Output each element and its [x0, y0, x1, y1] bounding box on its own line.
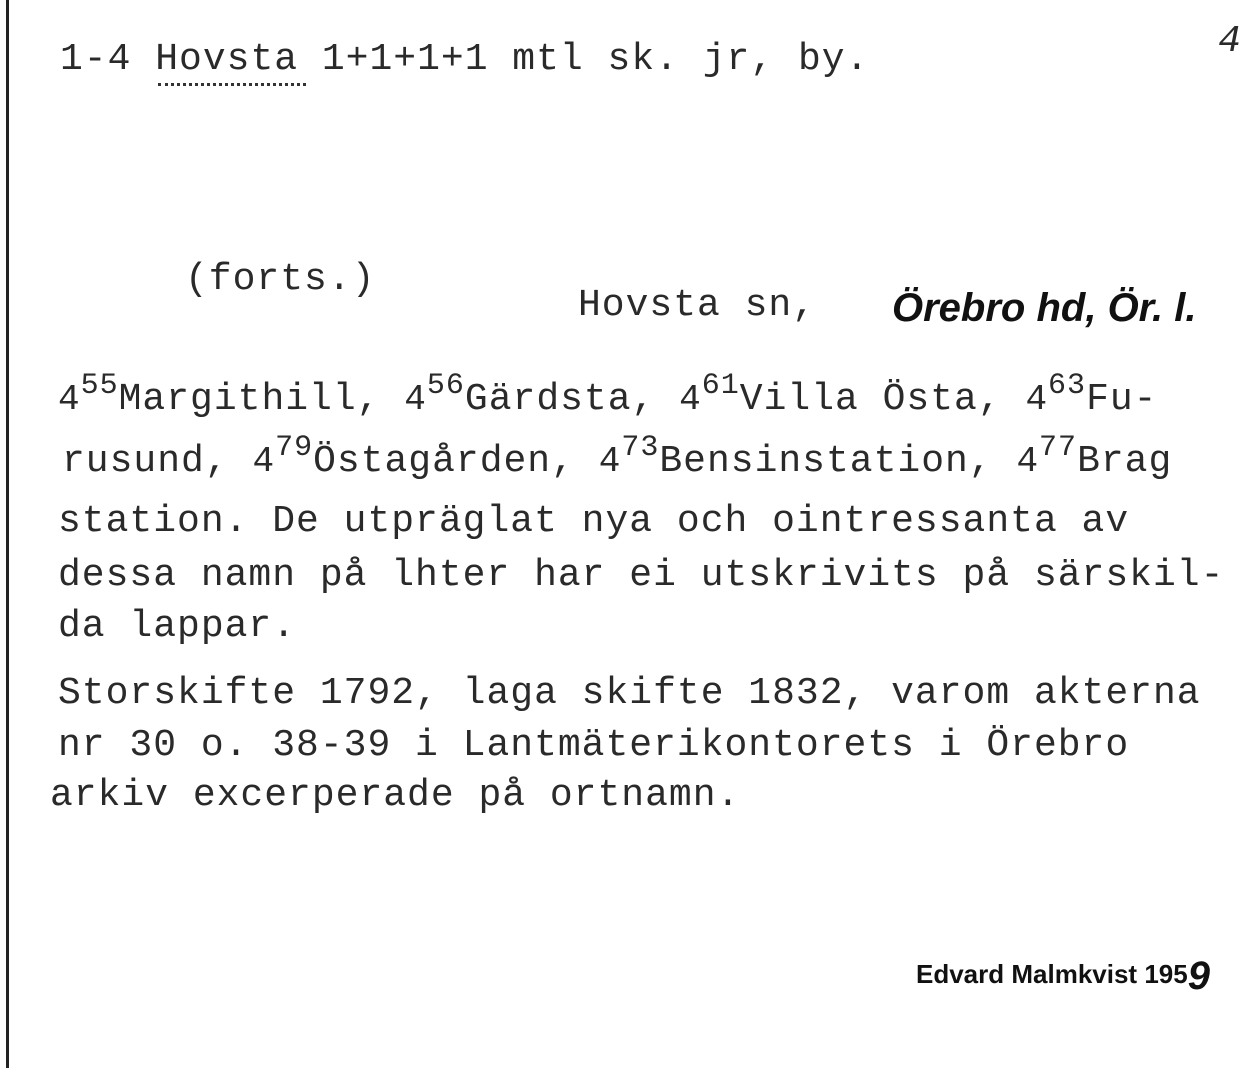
number-4: 4 [598, 441, 622, 482]
signature-text: Edvard Malmkvist 195 [916, 959, 1188, 989]
number-4: 4 [1016, 441, 1040, 482]
paragraph-2-line: Storskifte 1792, laga skifte 1832, varom akterna [58, 672, 1201, 715]
name-sup: 56 [426, 369, 465, 403]
number-4: 4 [679, 379, 702, 420]
name-text: Gärdsta, [464, 378, 656, 421]
name-sup: 77 [1039, 431, 1078, 465]
card-left-border [6, 0, 9, 1068]
names-line-2 [62, 431, 1173, 483]
name-sup: 61 [701, 369, 740, 403]
paragraph-2-line: arkiv excerperade på ortnamn. [50, 774, 741, 817]
corner-number: 4 [1218, 20, 1242, 63]
names-line-1 [58, 369, 1158, 421]
name-text: Brag [1077, 440, 1173, 483]
name-sup: 73 [621, 431, 660, 465]
name-text: Fu- [1086, 378, 1158, 421]
name-text: Bensinstation, [659, 440, 993, 483]
card-header [60, 38, 869, 81]
number-4: 4 [252, 441, 276, 482]
parish-label: Hovsta sn, [578, 284, 817, 327]
signature-digit: 9 [1187, 954, 1210, 998]
paragraph-1-line: station. De utpräglat nya och ointressanta av [58, 500, 1130, 543]
header-number: 1-4 [60, 38, 132, 81]
name-sup: 79 [275, 431, 314, 465]
paragraph-1-line: da lappar. [58, 605, 297, 648]
paragraph-2-line: nr 30 o. 38-39 i Lantmäterikontorets i Örebro [58, 724, 1130, 767]
place-underline [158, 80, 306, 86]
signature-stamp [916, 948, 1210, 998]
name-text: Östagården, [313, 440, 575, 483]
header-place: Hovsta [155, 38, 299, 81]
paragraph-1-line: dessa namn på lhter har ei utskrivits på särskil- [58, 554, 1225, 597]
name-sup: 63 [1048, 369, 1087, 403]
district-stamp: Örebro hd, Ör. l. [892, 286, 1197, 330]
name-prefix: rusund, [62, 440, 229, 483]
name-text: Margithill, [118, 378, 381, 421]
name-text: Villa Östa, [739, 378, 1002, 421]
name-sup: 55 [80, 369, 119, 403]
forts-label: (forts.) [185, 258, 376, 301]
number-4: 4 [1025, 379, 1049, 420]
number-4: 4 [404, 379, 427, 420]
header-rest: 1+1+1+1 mtl sk. jr, by. [321, 38, 870, 81]
number-4: 4 [58, 379, 81, 420]
